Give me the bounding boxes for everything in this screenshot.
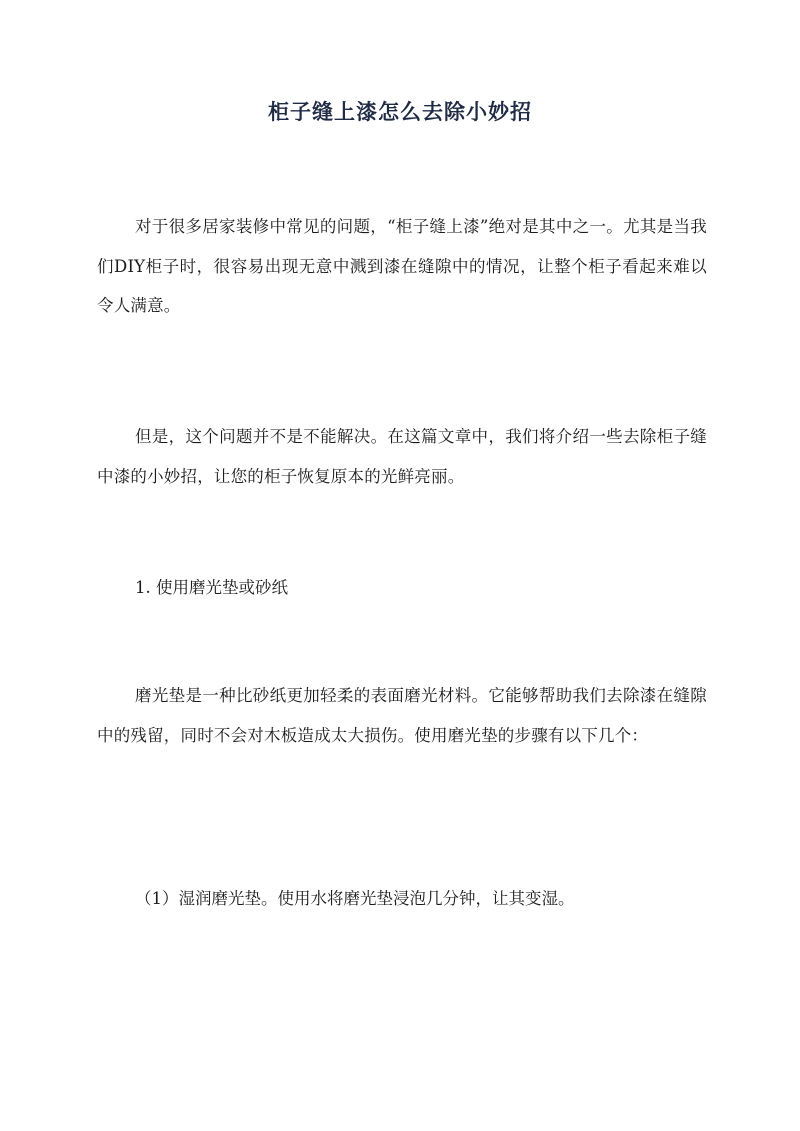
step-item: （1）湿润磨光垫。使用水将磨光垫浸泡几分钟，让其变湿。 <box>135 889 575 908</box>
intro-paragraph: 对于很多居家装修中常见的问题，“柜子缝上漆”绝对是其中之一。尤其是当我们DIY柜子时，很容易出现无意中溅到漆在缝隙中的情况，让整个柜子看起来难以令人满意。 <box>97 217 707 315</box>
section-paragraph: 磨光垫是一种比砂纸更加轻柔的表面磨光材料。它能够帮助我们去除漆在缝隙中的残留，同时不会对木板造成太大损伤。使用磨光垫的步骤有以下几个： <box>97 686 707 745</box>
section-heading: 1. 使用磨光垫或砂纸 <box>135 578 288 597</box>
page-title: 柜子缝上漆怎么去除小妙招 <box>268 99 532 124</box>
solution-paragraph: 但是，这个问题并不是不能解决。在这篇文章中，我们将介绍一些去除柜子缝中漆的小妙招，让您的柜子恢复原本的光鲜亮丽。 <box>97 427 707 486</box>
